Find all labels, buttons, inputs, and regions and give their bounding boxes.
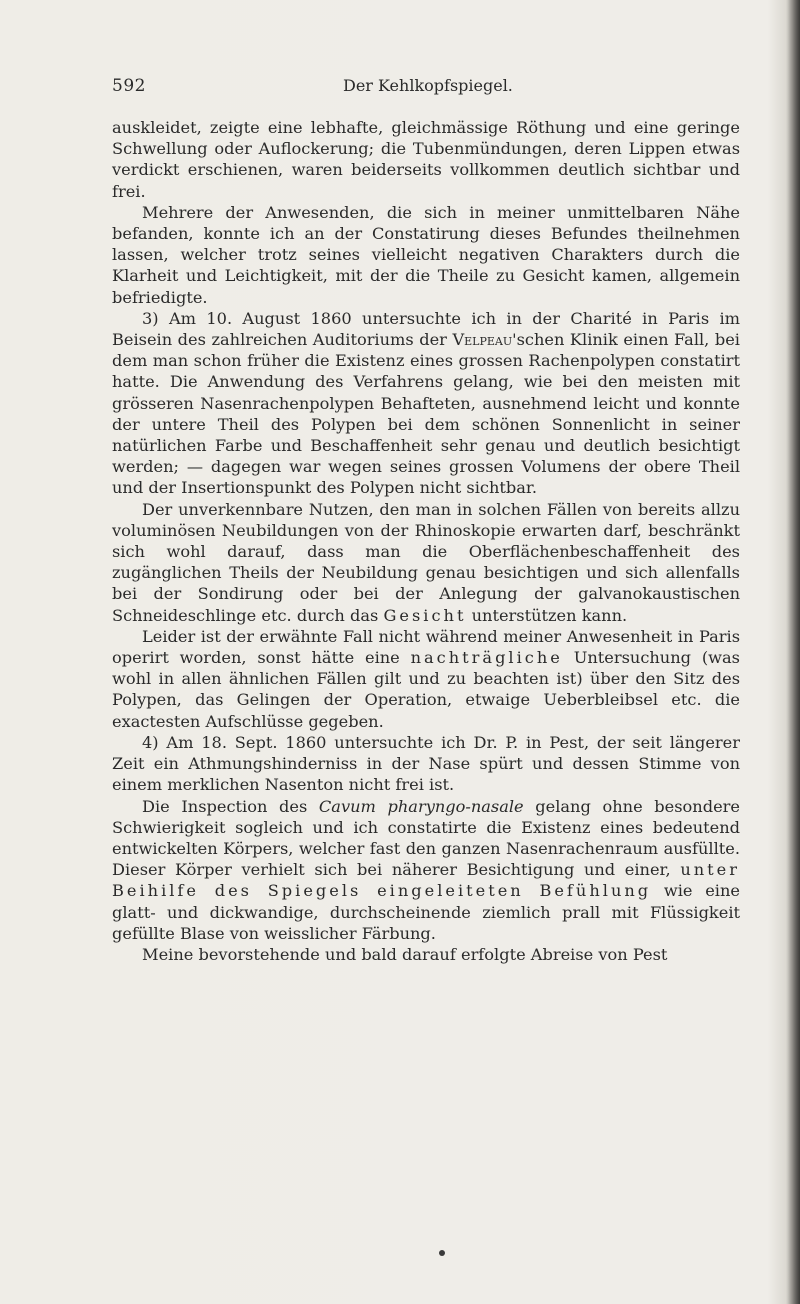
paragraph-8-text: Meine bevorstehende und bald darauf erfolgte Abreise von Pest (142, 944, 668, 964)
paragraph-3 (112, 308, 740, 499)
paragraph-4-text-a: Der unverkennbare Nutzen, den man in solchen Fällen von bereits allzu voluminösen Neubildungen von der Rhinoskopie erwarten darf, beschränkt sich wohl darauf, dass man die Oberflächenbeschaffenheit des zugänglichen Theils der Neubildung genau besichtigen und sich allenfalls bei der Sondirung oder bei der Anlegung der galvanokaustischen Schneideschlinge etc. durch das (112, 499, 740, 625)
paragraph-5-text-b: Untersuchung (was wohl in allen ähnlichen Fällen gilt und zu beachten ist) über den Sitz des Polypen, das Gelingen der Operation, etwaige Ueberbleibsel etc. die exactesten Aufschlüsse gegeben. (112, 648, 740, 731)
emphasis-nachtraegliche: nachträgliche (410, 648, 563, 668)
paragraph-8 (112, 944, 740, 965)
paragraph-1-text: auskleidet, zeigte eine lebhafte, gleichmässige Röthung und eine geringe Schwellung oder Auflockerung; die Tubenmündungen, deren Lippen etwas verdickt erschienen, waren beiderseits vollkommen deutlich sichtbar und frei. (112, 118, 740, 201)
paragraph-6 (112, 732, 740, 796)
paragraph-7-text-a: Die Inspection des (142, 796, 319, 816)
page-number: 592 (112, 76, 146, 96)
paragraph-4 (112, 499, 740, 626)
paragraph-5-text-a: Leider ist der erwähnte Fall nicht während meiner Anwesenheit in Paris operirt worden, sonst hätte eine (112, 626, 740, 668)
paragraph-2-text: Mehrere der Anwesenden, die sich in meiner unmittelbaren Nähe befanden, konnte ich an der Constatirung dieses Befundes theilnehmen lassen, welcher trotz seines vielleicht negativen Charakters durch die Klarheit und Leichtigkeit, mit der die Theile zu Gesicht kamen, allgemein befriedigte. (112, 202, 740, 307)
paragraph-7 (112, 796, 740, 944)
person-name-velpeau: Velpeau (452, 330, 513, 350)
paragraph-2 (112, 202, 740, 308)
page-header (0, 76, 800, 102)
paragraph-5 (112, 626, 740, 732)
paragraph-6-text: 4) Am 18. Sept. 1860 untersuchte ich Dr. P. in Pest, der seit längerer Zeit ein Athmungshinderniss in der Nase spürt und dessen Stimme von einem merklichen Nasenton nicht frei ist. (112, 732, 740, 795)
page-edge-shadow (786, 0, 800, 1304)
paragraph-4-text-b: unterstützen kann. (466, 605, 628, 625)
page-mark (439, 1250, 445, 1256)
paragraph-1 (112, 117, 740, 202)
paragraph-3-text-b: 'schen Klinik einen Fall, bei dem man schon früher die Existenz eines grossen Rachenpolypen constatirt hatte. Die Anwendung des Verfahrens gelang, wie bei den meisten mit grösseren Nasenrachenpolypen Behafteten, ausnehmend leicht und konnte der untere Theil des Polypen bei dem schönen Sonnenlicht in seiner natürlichen Farbe und Beschaffenheit sehr genau und deutlich besichtigt werden; — dagegen war wegen seines grossen Volumens der obere Theil und der Insertionspunkt des Polypen nicht sichtbar. (112, 330, 740, 498)
paragraph-7-text-c: wie eine glatt- und dickwandige, durchscheinende ziemlich prall mit Flüssigkeit gefüllte Blase von weisslicher Färbung. (112, 881, 740, 943)
term-cavum-pharyngo-nasale: Cavum pharyngo-nasale (318, 796, 524, 816)
paragraph-7-text-b: gelang ohne besondere Schwierigkeit sogleich und ich constatirte die Existenz eines bedeutend entwickelten Körpers, welcher fast den ganzen Nasenrachenraum ausfüllte. Dieser Körper verhielt sich bei näherer Besichtigung und einer, (112, 796, 740, 880)
body-text (112, 117, 740, 965)
emphasis-befuehlung: unter Beihilfe des Spiegels eingeleiteten Befühlung (112, 860, 740, 901)
emphasis-gesicht: Gesicht (383, 605, 467, 625)
paragraph-3-text-a: 3) Am 10. August 1860 untersuchte ich in der Charité in Paris im Beisein des zahlreichen Auditoriums der (112, 308, 740, 350)
running-title: Der Kehlkopfspiegel. (343, 76, 513, 95)
